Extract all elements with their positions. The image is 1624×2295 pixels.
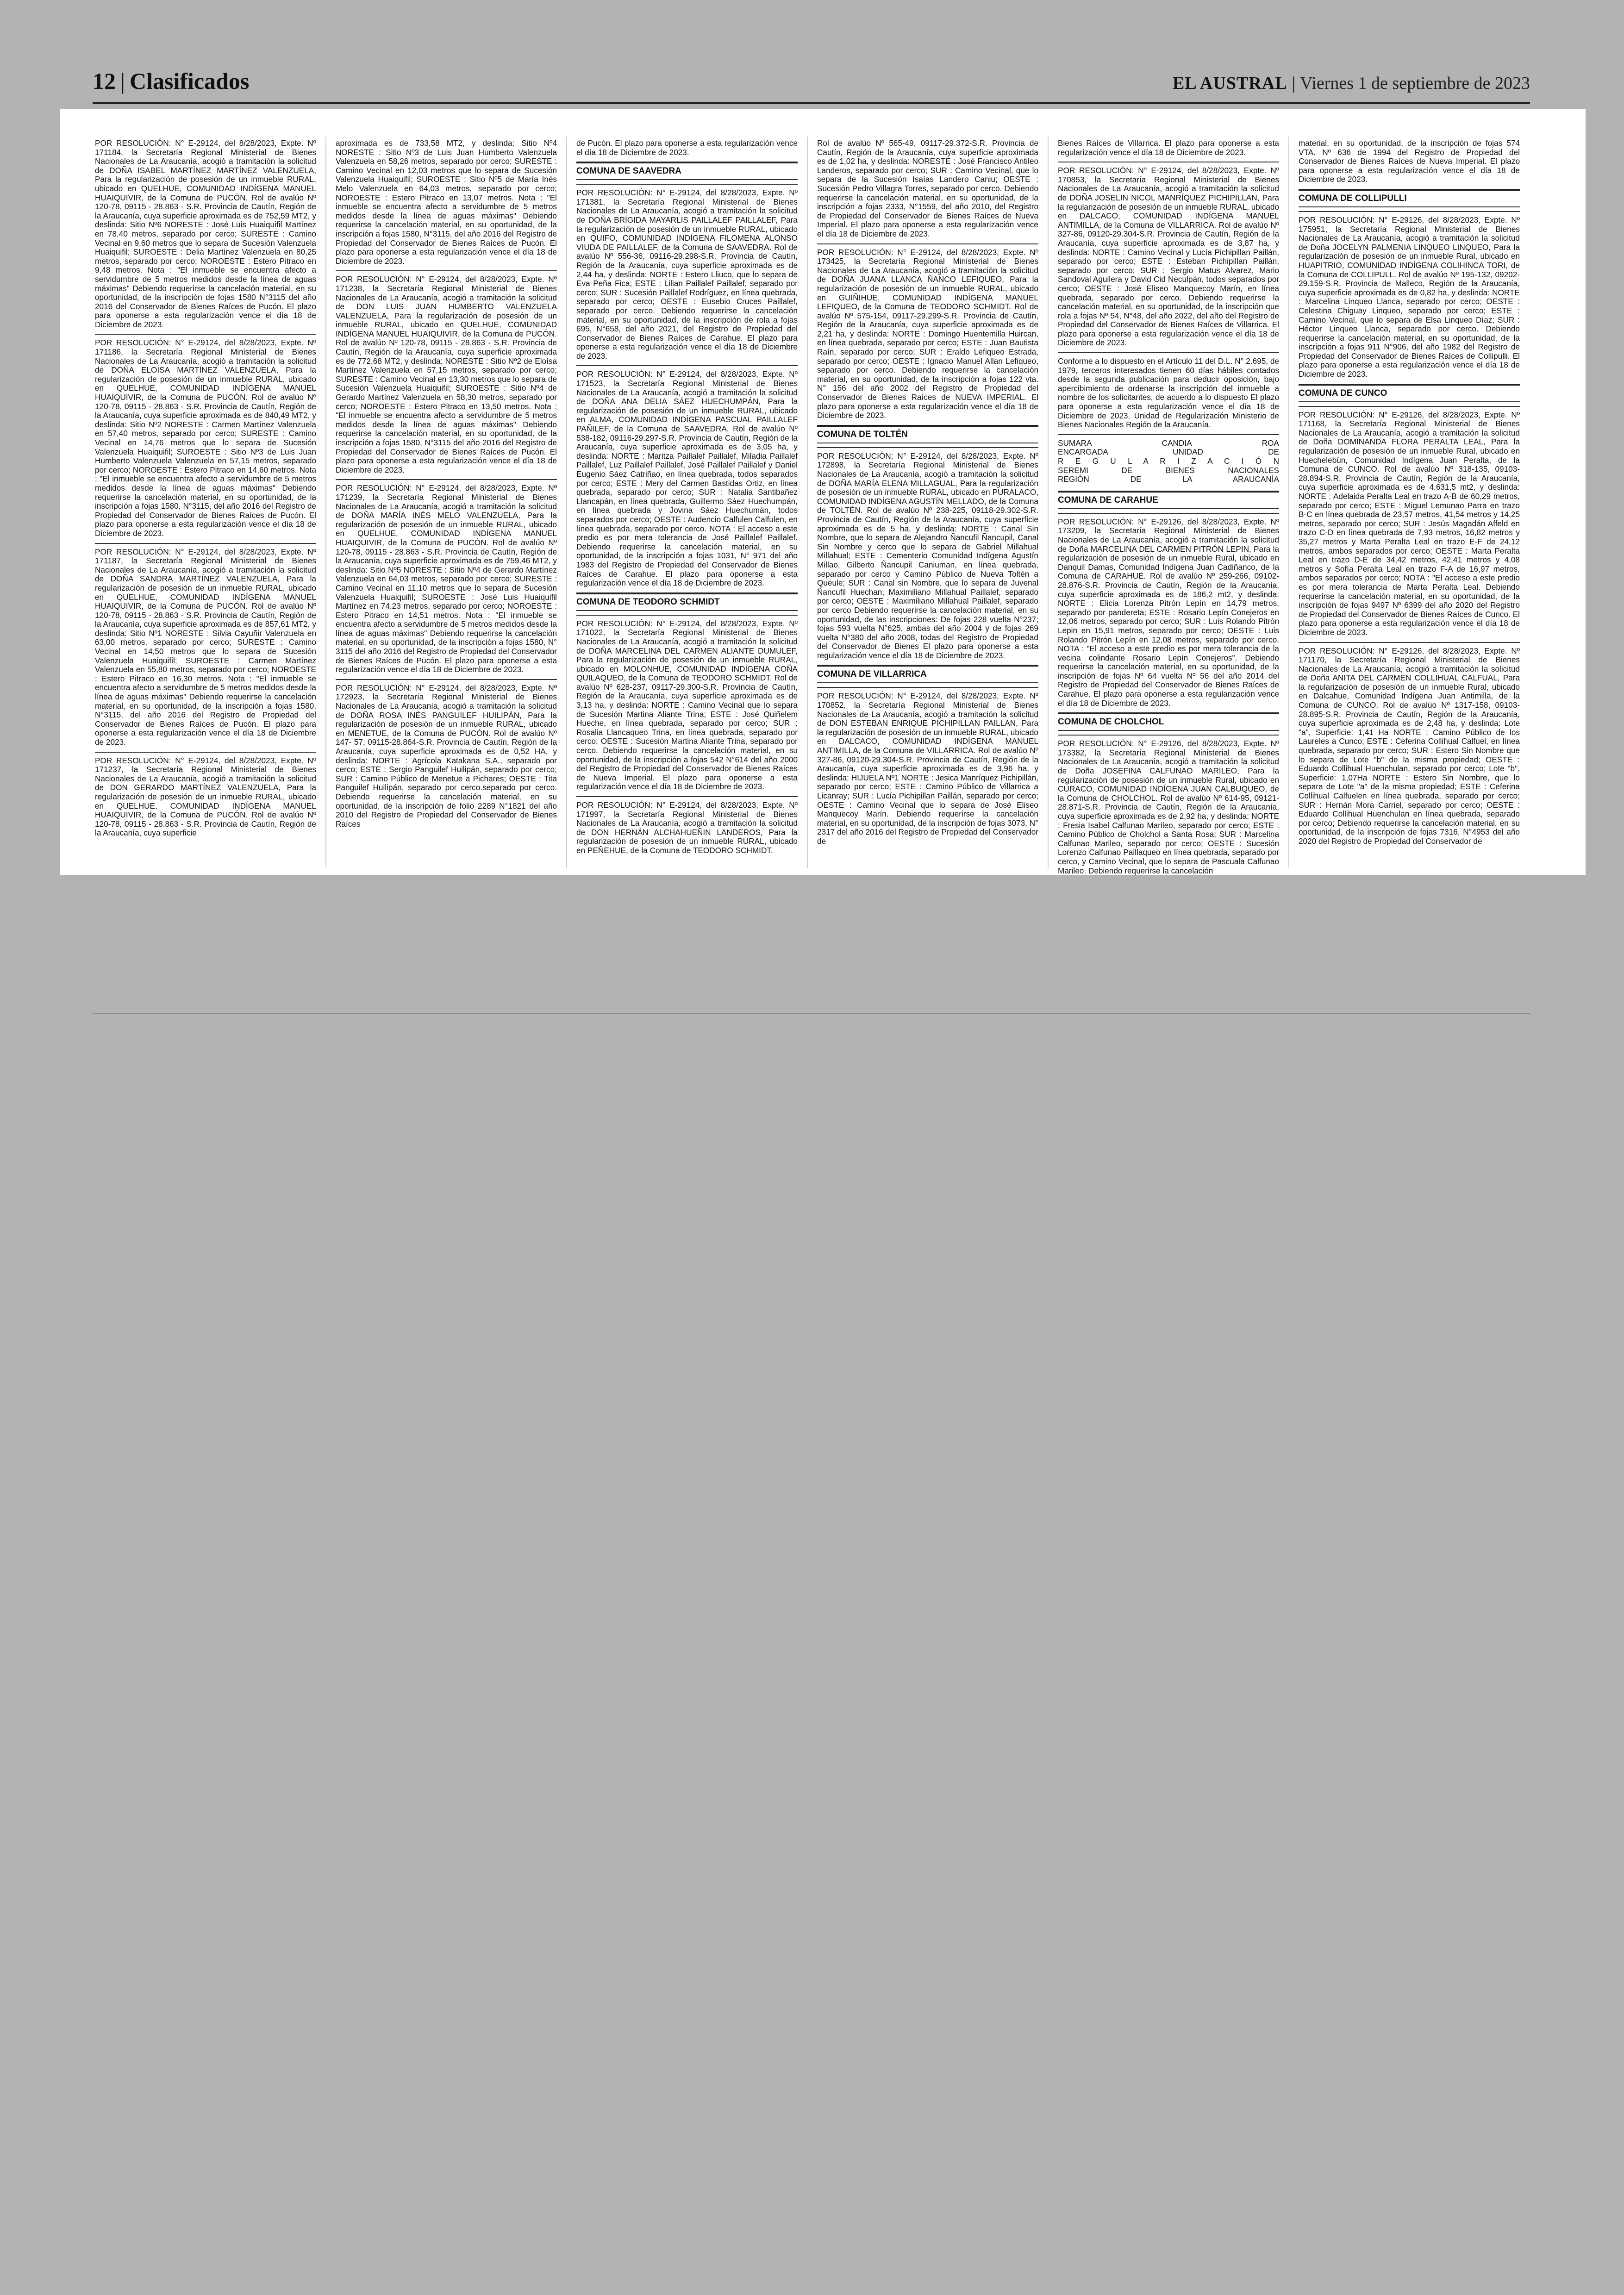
legal-notice: de Pucón. El plazo para oponerse a esta regularización vence el día 18 de Diciembre de 2023.: [576, 138, 798, 157]
text-column: [95, 139, 316, 866]
legal-notice: POR RESOLUCIÓN: N° E-29124, del 8/28/2023, Expte. Nº 171187, la Secretaría Regional Ministerial de Bienes Nacionales de La Araucanía, acogió a tramitación la solicitud de DOÑA SANDRA MARTÍNEZ VALENZUELA, Para la regularización de posesión de un inmueble RURAL, ubicado en QUELHUE, COMUNIDAD INDÍGENA MANUEL HUAIQUIVIR, de la Comuna de PUCÓN. Rol de avalúo Nº 120-78, 09115 - 28.863 - S.R. Provincia de Cautín, Región de la Araucanía, cuya superficie aproximada es de 857,61 MT2, y deslinda: Sitio Nº1 NORESTE : Silvia Cayuñir Valenzuela en 63,00 metros, separado por cerco; SURESTE : Camino Vecinal en 14,50 metros que lo separa de Sucesión Valenzuela Huaiquifil; SUROESTE : Carmen Martínez Valenzuela en 55,80 metros, separado por cerco; NOROESTE : Estero Pitraco en 16,30 metros. Nota : "El inmueble se encuentra afecto a servidumbre de 5 metros medidos desde la línea de aguas máximas" Debiendo requerirse la cancelación material, en su oportunidad, de la inscripción a fojas 1580, N°3115, del año 2016 del Registro de Propiedad del Conservador de Bienes Raíces de Pucón. El plazo para oponerse a esta regularización vence el día 18 de Diciembre de 2023.: [95, 543, 316, 747]
legal-notice: POR RESOLUCIÓN: N° E-29124, del 8/28/2023, Expte. Nº 171523, la Secretaría Regional Ministerial de Bienes Nacionales de La Araucanía, acogió a tramitación la solicitud de DOÑA ANA DELIA SÁEZ HUECHUMPÁN, Para la regularización de posesión de un inmueble RURAL, ubicado en ALMA, COMUNIDAD INDÍGENA PASCUAL PAILLALEF PAÑILEF, de la Comuna de SAAVEDRA. Rol de avalúo Nº 538-182, 09116-29.297-S.R. Provincia de Cautín, Región de la Araucanía, cuya superficie aproximada es de 3,05 ha, y deslinda: NORTE : Maritza Paillalef Paillalef, Miladia Paillalef Paillalef, Luz Paillalef Paillalef, José Paillalef Paillalef y Daniel Eugenio Sáez Catriñao, en línea quebrada, todos separados por cerco; ESTE : Mery del Carmen Bastidas Ortiz, en línea quebrada, separado por cerco; SUR : Natalia Santibañez Llancapán, en línea quebrada, Guillermo Sáez Huechumpán, en línea quebrada y Jovina Sáez Huechumán, todos separados por cerco; OESTE : Audencio Calfulen Calfulen, en línea quebrada, separado por cerco. NOTA : El acceso a este predio es por mera tolerancia de José Paillalef Paillalef. Debiendo requerirse la cancelación material, en su oportunidad, de la inscripción a fojas 1031, N° 971 del año 1983 del Registro de Propiedad del Conservador de Bienes Raíces de Carahue. El plazo para oponerse a esta regularización vence el día 18 de Diciembre de 2023.: [576, 365, 798, 587]
legal-notice: POR RESOLUCIÓN: N° E-29124, del 8/28/2023, Expte. Nº 173425, la Secretaría Regional Ministerial de Bienes Nacionales de La Araucanía, acogió a tramitación la solicitud de DOÑA JUANA LLANCA ÑANCO LEFIQUEO, Para la regularización de posesión de un inmueble RURAL, ubicado en GUIÑIHUE, COMUNIDAD INDÍGENA MANUEL LEFIQUEO, de la Comuna de TEODORO SCHMIDT. Rol de avalúo Nº 575-154, 09117-29.299-S.R. Provincia de Cautín, Región de la Araucanía, cuya superficie aproximada es de 2,21 ha, y deslinda: NORTE : Domingo Huentemilla Huircan, en línea quebrada, separado por cerco; ESTE : Juan Bautista Raín, separado por cerco; SUR : Eraldo Lefiqueo Estrada, separado por cerco; OESTE : Ignacio Manuel Allan Lefiqueo, separado por cerco. Debiendo requerirse la cancelación material, en su oportunidad, de la inscripción a fojas 122 vta. N° 156 del año 2002 del Registro de Propiedad del Conservador de Bienes Raíces de NUEVA IMPERIAL. El plazo para oponerse a esta regularización vence el día 18 de Diciembre de 2023.: [817, 243, 1038, 420]
signature-line: SEREMI DE BIENES NACIONALES: [1058, 465, 1279, 475]
comuna-heading: COMUNA DE COLLIPULLI: [1299, 189, 1520, 207]
legal-notice: Conforme a lo dispuesto en el Artículo 11 del D.L. N° 2.695, de 1979, terceros interesados tienen 60 días hábiles contados desde la segunda publicación para deducir oposición, bajo apercibimiento de ordenarse la inscripción del inmueble a nombre de los solicitantes, de acuerdo a lo dispuesto El plazo para oponerse a esta regularización vence el día 18 de Diciembre de 2023. Unidad de Regularización Ministerio de Bienes Nacionales Región de la Araucanía.: [1058, 352, 1279, 430]
legal-notice: POR RESOLUCIÓN: N° E-29124, del 8/28/2023, Expte. Nº 171238, la Secretaría Regional Ministerial de Bienes Nacionales de La Araucanía, acogió a tramitación la solicitud de DON LUIS JUAN HUMBERTO VALENZUELA VALENZUELA, Para la regularización de posesión de un inmueble RURAL, ubicado en QUELHUE, COMUNIDAD INDÍGENA MANUEL HUAIQUIVIR, de la Comuna de PUCÓN. Rol de avalúo Nº 120-78, 09115 - 28.863 - S.R. Provincia de Cautín, Región de la Araucanía, cuya superficie aproximada es de 772,68 MT2, y deslinda: NORESTE : Sitio Nº2 de Eloísa Martínez Valenzuela en 57,15 metros, separado por cerco; SURESTE : Camino Vecinal en 13,30 metros que lo separa de Sucesión Valenzuela Huaiquifil; SUROESTE : Sitio Nº4 de Gerardo Martínez Valenzuela en 58,30 metros, separado por cerco; NOROESTE : Estero Pitraco en 13,50 metros. Nota : "El inmueble se encuentra afecto a servidumbre de 5 metros medidos desde la línea de aguas máximas" Debiendo requerirse la cancelación material, en su oportunidad, de la inscripción a fojas 1580, N°3115 del año 2016 del Registro de Propiedad del Conservador de Bienes Raíces de Pucón. El plazo para oponerse a esta regularización vence el día 18 de Diciembre de 2023.: [336, 270, 557, 474]
masthead-separator: |: [1292, 74, 1296, 93]
legal-notice: POR RESOLUCIÓN: N° E-29124, del 8/28/2023, Expte. Nº 171186, la Secretaría Regional Ministerial de Bienes Nacionales de La Araucanía, acogió a tramitación la solicitud de DOÑA ELOÍSA MARTÍNEZ VALENZUELA, Para la regularización de posesión de un inmueble RURAL, ubicado en QUELHUE, COMUNIDAD INDÍGENA MANUEL HUAIQUIVIR, de la Comuna de PUCÓN. Rol de avalúo Nº 120-78, 09115 - 28.863 - S.R. Provincia de Cautín, Región de la Araucanía, cuya superficie aproximada es de 840,49 MT2, y deslinda: Sitio Nº2 NORESTE : Carmen Martínez Valenzuela en 57,40 metros, separado por cerco; SURESTE : Camino Vecinal en 14,76 metros que lo separa de Sucesión Valenzuela Huaiquifil; SUROESTE : Sitio Nº3 de Luis Juan Humberto Valenzuela Valenzuela en 57,15 metros, separado por cerco; NOROESTE : Estero Pitraco en 14,60 metros. Nota : "El inmueble se encuentra afecto a servidumbre de 5 metros medidos desde la línea de aguas máximas" Debiendo requerirse la cancelación material, en su oportunidad, de la inscripción a fojas 1580, N°3115, del año 2016 del Registro de Propiedad del Conservador de Bienes Raíces de Pucón. El plazo para oponerse a esta regularización vence el día 18 de Diciembre de 2023.: [95, 334, 316, 538]
page-number: 12: [93, 68, 116, 94]
comuna-heading: COMUNA DE TOLTÉN: [817, 425, 1038, 443]
issue-date: Viernes 1 de septiembre de 2023: [1300, 74, 1530, 93]
signature-line: R E G U L A R I Z A C I Ó N: [1058, 456, 1279, 466]
legal-notice: POR RESOLUCIÓN: N° E-29124, del 8/28/2023, Expte. Nº 171184, la Secretaría Regional Ministerial de Bienes Nacionales de La Araucanía, acogió a tramitación la solicitud de DOÑA ISABEL MARTÍNEZ MARTÍNEZ VALENZUELA, Para la regularización de posesión de un inmueble RURAL, ubicado en QUELHUE, COMUNIDAD INDÍGENA MANUEL HUAIQUIVIR, de la Comuna de PUCÓN. Rol de avalúo Nº 120-78, 09115 - 28.863 - S.R. Provincia de Cautín, Región de la Araucanía, cuya superficie aproximada es de 752,59 MT2, y deslinda: Sitio Nº6 NORESTE : José Luis Huaiquifil Martínez en 78,40 metros, separado por cerco; SURESTE : Camino Vecinal en 9,60 metros que lo separa de Sucesión Valenzuela Huaiquifil; SUROESTE : Delia Martínez Valenzuela en 80,25 metros, separado por cerco; NOROESTE : Estero Pitraco en 9,48 metros. Nota : "El inmueble se encuentra afecto a servidumbre de 5 metros medidos desde la línea de aguas máximas" Debiendo requerirse la cancelación material, en su oportunidad, de la inscripción de fojas 1580 N°3115 del año 2016 del Conservador de Bienes Raíces de Pucón. El plazo para oponerse a esta regularización vence el día 18 de Diciembre de 2023.: [95, 138, 316, 329]
comuna-heading: COMUNA DE CARAHUE: [1058, 491, 1279, 509]
legal-notice: POR RESOLUCIÓN: N° E-29124, del 8/28/2023, Expte. Nº 171381, la Secretaría Regional Ministerial de Bienes Nacionales de La Araucanía, acogió a tramitación la solicitud de DOÑA BRÍGIDA MAYARLIS PAILLALEF PAILLALEF, Para la regularización de posesión de un inmueble RURAL, ubicado en QUIFO, COMUNIDAD INDÍGENA FILOMENA ALONSO VIUDA DE PAILLALEF, de la Comuna de SAAVEDRA. Rol de avalúo Nº 556-36, 09116-29.298-S.R. Provincia de Cautín, Región de la Araucanía, cuya superficie aproximada es de 2,44 ha, y deslinda: NORTE : Estero Lliuco, que lo separa de Eva Peña Fica; ESTE : Lilian Paillalef Paillalef, separado por cerco; SUR : Sucesión Paillalef Rodríguez, en línea quebrada, separado por cerco; OESTE : Eusebio Cruces Paillalef, separado por cerco. Debiendo requerirse la cancelación material, en su oportunidad, de la inscripción de rola a fojas 695, N°658, del año 2021, del Registro de Propiedad del Conservador de Bienes Raíces de Carahue. El plazo para oponerse a esta regularización vence el día 18 de Diciembre de 2023.: [576, 184, 798, 361]
column-divider: [325, 137, 326, 868]
column-divider: [807, 137, 808, 868]
legal-notice: Bienes Raíces de Villarrica. El plazo para oponerse a esta regularización vence el día 18 de Diciembre de 2023.: [1058, 138, 1279, 157]
page-separator: |: [120, 68, 125, 94]
section-title: Clasificados: [130, 68, 250, 94]
legal-notice: POR RESOLUCIÓN: N° E-29124, del 8/28/2023, Expte. Nº 171237, la Secretaría Regional Ministerial de Bienes Nacionales de La Araucanía, acogió a tramitación la solicitud de DON GERARDO MARTÍNEZ VALENZUELA, Para la regularización de posesión de un inmueble RURAL, ubicado en QUELHUE, COMUNIDAD INDÍGENA MANUEL HUAIQUIVIR, de la Comuna de PUCÓN. Rol de avalúo Nº 120-78, 09115 - 28.863 - S.R. Provincia de Cautín, Región de la Araucanía, cuya superficie: [95, 752, 316, 838]
masthead: [1173, 73, 1530, 94]
legal-notice: POR RESOLUCIÓN: N° E-29124, del 8/28/2023, Expte. Nº 172898, la Secretaría Regional Ministerial de Bienes Nacionales de La Araucanía, acogió a tramitación la solicitud de DOÑA MARÍA ELENA MILLAGUAL, Para la regularización de posesión de un inmueble RURAL, ubicado en PURALACO, COMUNIDAD INDÍGENA AGUSTÍN MELLADO, de la Comuna de TOLTÉN. Rol de avalúo Nº 238-225, 09118-29.302-S.R. Provincia de Cautín, Región de la Araucanía, cuya superficie aproximada es de 5 ha, y deslinda: NORTE : Canal Sin Nombre, que lo separa de Alejandro Ñancufil Ñancupil, Canal Sin Nombre y cerco que lo separa de Gabriel Millahual Millahual; ESTE : Cementerio Comunidad Indígena Agustín Millao, Gilberto Ñancupil Caniuman, en línea quebrada, separado por cerco y Camino Público de Nueva Toltén a Queule; SUR : Canal sin Nombre, que lo separa de Juvenal Ñancufil Huechan, Maximiliano Millahual Paillalef, separado por cerco; OESTE : Maximiliano Millahual Paillalef, separado por cerco Debiendo requerirse la cancelación material, en su oportunidad, de las inscripciones: De fojas 228 vuelta N°237; fojas 593 vuelta N°625, ambas del año 2004 y de fojas 269 vuelta N°380 del año 2008, todas del Registro de Propiedad del Conservador de Bienes El plazo para oponerse a esta regularización vence el día 18 de Diciembre de 2023.: [817, 447, 1038, 661]
legal-notice: material, en su oportunidad, de la inscripción de fojas 574 VTA. Nº 636 de 1994 del Registro de Propiedad del Conservador de Bienes Raíces de Nueva Imperial. El plazo para oponerse a esta regularización vence el día 18 de Diciembre de 2023.: [1299, 138, 1520, 184]
signature-block: [1058, 434, 1279, 484]
column-divider: [566, 137, 567, 868]
legal-notice: Rol de avalúo Nº 565-49, 09117-29.372-S.R. Provincia de Cautín, Región de la Araucanía, cuya superficie aproximada es de 1,02 ha, y deslinda: NORESTE : José Francisco Antileo Landeros, separado por cerco; SUR : Camino Vecinal, que lo separa de la Sucesión Isaías Landero Caniu; OESTE : Sucesión Pedro Villagra Torres, separado por cerco. Debiendo requerirse la cancelación material, en su oportunidad, de la inscripción a fojas 2333, N°1559, del año 2010, del Registro de Propiedad del Conservador de Bienes Raíces de Nueva Imperial. El plazo para oponerse a esta regularización vence el día 18 de Diciembre de 2023.: [817, 138, 1038, 238]
classifieds-page: [60, 109, 1586, 875]
signature-line: SUMARA CANDIA ROA: [1058, 438, 1279, 448]
text-column: [1058, 138, 1279, 875]
legal-notice: POR RESOLUCIÓN: N° E-29126, del 8/28/2023, Expte. Nº 173382, la Secretaría Regional Ministerial de Bienes Nacionales de La Araucanía, acogió a tramitación la solicitud de Doña JOSEFINA CALFUNAO MARILEO, Para la regularización de posesión de un inmueble Rural, ubicado en CURACO, COMUNIDAD INDÍGENA JUAN CALBUQUEO, de la Comuna de CHOLCHOL. Rol de avalúo Nº 614-95, 09121-28.871-S.R. Provincia de Cautín, Región de la Araucanía, cuya superficie aproximada es de 2,92 ha, y deslinda: NORTE : Fresia Isabel Calfunao Marileo, separado por cerco; ESTE : Camino Público de Cholchol a Santa Rosa; SUR : Marcelina Calfunao Marileo, separado por cerco; OESTE : Sucesión Lorenzo Calfunao Paillaqueo en línea quebrada, separado por cerco, y Camino Vecinal, que lo separa de Pascuala Calfunao Marileo. Debiendo requerirse la cancelación: [1058, 735, 1279, 875]
legal-notice: POR RESOLUCIÓN: N° E-29126, del 8/28/2023, Expte. Nº 171170, la Secretaría Regional Ministerial de Bienes Nacionales de La Araucanía, acogió a tramitación la solicitud de Doña ANITA DEL CARMEN COLLIHUAL CALFUAL, Para la regularización de posesión de un inmueble Rural, ubicado en Dalcahue, Comunidad Indígena Juan Antimilla, de la Comuna de CUNCO. Rol de avalúo Nº 1317-158, 09103-28.895-S.R. Provincia de Cautín, Región de la Araucanía, cuya superficie aproximada es de 2,48 ha, y deslinda: Lote "a", Superficie: 1,41 Ha NORTE : Camino Público de los Laureles a Cunco; ESTE : Ceferina Collihual Calfuel, en línea quebrada, separado por cerco; SUR : Estero Sin Nombre que lo separa de Lote "b" de la misma propiedad; OESTE : Eduardo Collihual Huenchulan, separado por cerco; Lote "b", Superficie: 1,07Ha NORTE : Estero Sin Nombre, que lo separa de Lote "a" de la misma propiedad; ESTE : Ceferina Collihual Calfuelen en línea quebrada, separado por cerco; SUR : Hernán Mora Carriel, separado por cerco; OESTE : Eduardo Collihual Huenchulan en línea quebrada, separado por cerco; Debiendo requerirse la cancelación material, en su oportunidad, de la inscripción de fojas 7316, N°4953 del año 2020 del Registro de Propiedad del Conservador de: [1299, 642, 1520, 846]
column-divider: [1288, 137, 1289, 868]
comuna-heading: COMUNA DE CHOLCHOL: [1058, 712, 1279, 731]
newspaper-name: EL AUSTRAL: [1172, 74, 1287, 93]
page-label: [93, 68, 249, 94]
page-header: [93, 65, 1530, 104]
text-column: [817, 139, 1038, 866]
comuna-heading: COMUNA DE VILLARRICA: [817, 665, 1038, 683]
column-divider: [1048, 137, 1049, 868]
comuna-heading: COMUNA DE TEODORO SCHMIDT: [576, 592, 798, 611]
legal-notice: POR RESOLUCIÓN: N° E-29126, del 8/28/2023, Expte. Nº 173209, la Secretaría Regional Ministerial de Bienes Nacionales de La Araucanía, acogió a tramitación la solicitud de Doña MARCELINA DEL CARMEN PITRÓN LEPIN, Para la regularización de posesión de un inmueble Rural, ubicado en Danquil Damas, Comunidad Indígena Juan Cadiñanco, de la Comuna de CARAHUE. Rol de avalúo Nº 259-266, 09102-28.876-S.R. Provincia de Cautín, Región de la Araucanía, cuya superficie aproximada es de 186,2 mt2, y deslinda: NORTE : Elicia Lorenza Pitrón Lepín en 14,79 metros, separado por pandereta; ESTE : Rosario Lepín Conejeros en 12,06 metros, separado por cerco; SUR : Luis Rolando Pitrón Lepin en 15,91 metros, separado por cerco; OESTE : Luis Rolando Pitrón Lepín en 12,08 metros, separado por cerco. NOTA : "El acceso a este predio es por mera tolerancia de la vecina colindante Rosario Lepín Conejeros". Debiendo requerirse la cancelación material, en su oportunidad, de la inscripción de fojas Nº 64 vuelta Nº 56 del año 2014 del Registro de Propiedad del Conservador de Bienes Raíces de Carahue. El plazo para oponerse a esta regularización vence el día 18 de Diciembre de 2023.: [1058, 513, 1279, 708]
signature-line: REGIÓN DE LA ARAUCANÍA: [1058, 474, 1279, 484]
text-column: [336, 139, 557, 866]
comuna-heading: COMUNA DE SAAVEDRA: [576, 162, 798, 180]
signature-line: ENCARGADA UNIDAD DE: [1058, 447, 1279, 457]
legal-notice: POR RESOLUCIÓN: N° E-29126, del 8/28/2023, Expte. Nº 171168, la Secretaría Regional Ministerial de Bienes Nacionales de La Araucanía, acogió a tramitación la solicitud de Doña DOMINANDA FLORA PERALTA LEAL, Para la regularización de posesión de un inmueble Rural, ubicado en Huechelebún, Comunidad Indígena Juan Peralta, de la Comuna de CUNCO. Rol de avalúo Nº 318-135, 09103-28.894-S.R. Provincia de Cautín, Región de la Araucanía, cuya superficie aproximada es de 4.631,5 mt2, y deslinda: NORTE : Adelaida Peralta Leal en trazo A-B de 60,29 metros, separado por cerco; ESTE : Miguel Lemunao Parra en trazo B-C en línea quebrada de 23,57 metros, 41,54 metros y 14,25 metros, separado por cerco; SUR : Jesús Magadán Affeld en trazo C-D en línea quebrada de 7,93 metros, 16,82 metros y 35,27 metros y Marta Peralta Leal en trazo E-F de 24,12 metros, ambos separados por cerco; OESTE : Marta Peralta Leal en trazo D-E de 34,42 metros, 42,41 metros y 4,08 metros y Sofía Peralta Leal en trazo F-A de 16,97 metros, ambos separados por cerco; NOTA : "El acceso a este predio es por mera tolerancia de Marta Peralta Leal. Debiendo requerirse la cancelación material, en su oportunidad, de la inscripción de fojas 9497 Nº 6399 del año 2020 del Registro de Propiedad del Conservador de Bienes Raíces de Cunco. El plazo para oponerse a esta regularización vence el día 18 de Diciembre de 2023.: [1299, 406, 1520, 637]
text-column: [576, 139, 798, 866]
text-column: [1299, 139, 1520, 866]
legal-notice: POR RESOLUCIÓN: N° E-29124, del 8/28/2023, Expte. Nº 170852, la Secretaría Regional Ministerial de Bienes Nacionales de La Araucanía, acogió a tramitación la solicitud de DON ESTEBAN ENRIQUE PICHIPILLAN PAILLAN, Para la regularización de posesión de un inmueble RURAL, ubicado en DALCACO, COMUNIDAD INDÍGENA MANUEL ANTIMILLA, de la Comuna de VILLARRICA. Rol de avalúo Nº 327-86, 09120-29.304-S.R. Provincia de Cautín, Región de la Araucanía, cuya superficie aproximada es de 3,96 ha, y deslinda: HIJUELA Nº1 NORTE : Jesica Manríquez Pichipillán, separado por cerco; ESTE : Camino Público de Villarrica a Licanray; SUR : Lucía Pichipillan Paillán, separado por cerco; OESTE : Camino Vecinal que lo separa de José Eliseo Manquecoy Marín. Debiendo requerirse la cancelación material, en su oportunidad, de la inscripción de fojas 3073, N° 2317 del año 2016 del Registro de Propiedad del Conservador de: [817, 687, 1038, 846]
legal-notice: POR RESOLUCIÓN: N° E-29124, del 8/28/2023, Expte. Nº 171022, la Secretaría Regional Ministerial de Bienes Nacionales de La Araucanía, acogió a tramitación la solicitud de DOÑA MARCELINA DEL CARMEN ALIANTE DUMULEF, Para la regularización de posesión de un inmueble RURAL, ubicado en MOLONHUE, COMUNIDAD INDÍGENA COÑA QUILAQUEO, de la Comuna de TEODORO SCHMIDT. Rol de avalúo Nº 628-237, 09117-29.300-S.R. Provincia de Cautín, Región de la Araucanía, cuya superficie aproximada es de 3,13 ha, y deslinda: NORTE : Camino Vecinal que lo separa de Sucesión Martina Aliante Trina; ESTE : José Quiñelem Hueche, en línea quebrada, separado por cerco; SUR : Rosalia Llancaqueo Trina, en línea quebrada, separado por cerco; OESTE : Sucesión Martina Aliante Trina, separado por cerco. Debiendo requerirse la cancelación material, en su oportunidad, de la inscripción a fojas 542 N°614 del año 2000 del Registro de Propiedad del Conservador de Bienes Raíces de Nueva Imperial. El plazo para oponerse a esta regularización vence el día 18 de Diciembre de 2023.: [576, 615, 798, 792]
legal-notice: aproximada es de 733,58 MT2, y deslinda: Sitio Nº4 NORESTE : Sitio Nº3 de Luis Juan Humberto Valenzuela Valenzuela en 58,26 metros, separado por cerco; SURESTE : Camino Vecinal en 12,03 metros que lo separa de Sucesión Valenzuela Huaiquifil; SUROESTE : Sitio Nº5 de María Inés Melo Valenzuela en 64,03 metros, separado por cerco; NOROESTE : Estero Pitraco en 13,07 metros. Nota : "El inmueble se encuentra afecto a servidumbre de 5 metros medidos desde la línea de aguas máximas" Debiendo requerirse la cancelación material, en su oportunidad, de la inscripción a fojas 1580, N°3115, del año 2016 del Registro de Propiedad del Conservador de Bienes Raíces de Pucón. El plazo para oponerse a esta regularización vence el día 18 de Diciembre de 2023.: [336, 138, 557, 266]
comuna-heading: COMUNA DE CUNCO: [1299, 384, 1520, 402]
legal-notice: POR RESOLUCIÓN: N° E-29124, del 8/28/2023, Expte. Nº 171239, la Secretaría Regional Ministerial de Bienes Nacionales de La Araucanía, acogió a tramitación la solicitud de DOÑA MARÍA INÉS MELO VALENZUELA, Para la regularización de posesión de un inmueble RURAL, ubicado en QUELHUE, COMUNIDAD INDÍGENA MANUEL HUAIQUIVIR, de la Comuna de PUCÓN. Rol de avalúo Nº 120-78, 09115 - 28.863 - S.R. Provincia de Cautín, Región de la Araucanía, cuya superficie aproximada es de 759,46 MT2, y deslinda: Sitio Nº5 NORESTE : Sitio Nº4 de Gerardo Martínez Valenzuela en 64,03 metros, separado por cerco; SURESTE : Camino Vecinal en 11,10 metros que lo separa de Sucesión Valenzuela Huaiquifil; SUROESTE : José Luis Huaiquifil Martínez en 74,23 metros, separado por cerco; NOROESTE : Estero Pitraco en 14,51 metros. Nota : "El inmueble se encuentra afecto a servidumbre de 5 metros medidos desde la línea de aguas máximas" Debiendo requerirse la cancelación material, en su oportunidad, de la inscripción a fojas 1580, N° 3115 del año 2016 del Registro de Propiedad del Conservador de Bienes Raíces de Pucón. El plazo para oponerse a esta regularización vence el día 18 de Diciembre de 2023.: [336, 479, 557, 674]
legal-notice: POR RESOLUCIÓN: N° E-29124, del 8/28/2023, Expte. Nº 172923, la Secretaría Regional Ministerial de Bienes Nacionales de La Araucanía, acogió a tramitación la solicitud de DOÑA ROSA INÉS PANGUILEF HUILIPÁN, Para la regularización de posesión de un inmueble RURAL, ubicado en MENETUE, de la Comuna de PUCÓN. Rol de avalúo Nº 147- 57, 09115-28.864-S.R. Provincia de Cautín, Región de la Araucanía, cuya superficie aproximada es de 0,52 HA, y deslinda: NORTE : Agrícola Katakana S.A., separado por cerco; ESTE : Sergio Panguilef Huilipán, separado por cerco; SUR : Camino Público de Menetue a Pichares; OESTE : Tita Panguilef Huilipán, separado por cerco.separado por cerco. Debiendo requerirse la cancelación material, en su oportunidad, de la inscripción de folio 2289 N°1821 del año 2010 del Registro de Propiedad del Conservador de Bienes Raíces: [336, 679, 557, 829]
legal-notice: POR RESOLUCIÓN: N° E-29126, del 8/28/2023, Expte. Nº 175951, la Secretaría Regional Ministerial de Bienes Nacionales de La Araucanía, acogió a tramitación la solicitud de Doña JOCELYN PALMENIA LINQUEO LINQUEO, Para la regularización de posesión de un inmueble Rural, ubicado en HUAPITRIO, COMUNIDAD INDÍGENA COLIHINCA TORI, de la Comuna de COLLIPULL. Rol de avalúo Nº 195-132, 09202-29.159-S.R. Provincia de Malleco, Región de la Araucanía, cuya superficie aproximada es de 0,82 ha, y deslinda: NORTE : Marcelina Linqueo Llanca, separado por cerco; OESTE : Celestina Chiguay Linqueo, separado por cerco; ESTE : Camino Vecinal, que lo separa de Elsa Linqueo Díaz; SUR : Héctor Linqueo Llanca, separado por cerco. Debiendo requerirse la cancelación material, en su oportunidad, de la inscripción a fojas 911 N°906, del año 1982 del Registro de Propiedad del Conservador de Bienes Raíces de Collipulli. El plazo para oponerse a esta regularización vence el día 18 de Diciembre de 2023.: [1299, 211, 1520, 379]
legal-notice: POR RESOLUCIÓN: N° E-29124, del 8/28/2023, Expte. Nº 170853, la Secretaría Regional Ministerial de Bienes Nacionales de La Araucanía, acogió a tramitación la solicitud de DOÑA JOSELIN NICOL MANRÍQUEZ PICHIPILLAN, Para la regularización de posesión de un inmueble RURAL, ubicado en DALCACO, COMUNIDAD INDÍGENA MANUEL ANTIMILLA, de la Comuna de VILLARRICA. Rol de avalúo Nº 327-86, 09120-29.304-S.R. Provincia de Cautín, Región de la Araucanía, cuya superficie aproximada es de 3,87 ha, y deslinda: NORTE : Camino Vecinal y Lucía Pichipillan Paillán, separado por cerco; ESTE : Esteban Pichipillan Paillán, separado por cerco; SUR : Sergio Matus Alvarez, Mario Sandoval Aguilera y David Cid Neculpán, todos separados por cerco; OESTE : José Eliseo Manquecoy Marín, en línea quebrada, separado por cerco. Debiendo requerirse la cancelación material, en su oportunidad, de la inscripción que rola a fojas Nº 54, N°48, del año 2022, del año del Registro de Propiedad del Conservador de Bienes Raíces de Villarrica. El plazo para oponerse a esta regularización vence el día 18 de Diciembre de 2023.: [1058, 162, 1279, 348]
footer-rule: [93, 1013, 1530, 1014]
legal-notice: POR RESOLUCIÓN: N° E-29124, del 8/28/2023, Expte. Nº 171997, la Secretaría Regional Ministerial de Bienes Nacionales de La Araucanía, acogió a tramitación la solicitud de DON HERNÁN ALCHAHUEÑIN LANDEROS, Para la regularización de posesión de un inmueble RURAL, ubicado en PEÑEHUE, de la Comuna de TEODORO SCHMIDT.: [576, 796, 798, 855]
